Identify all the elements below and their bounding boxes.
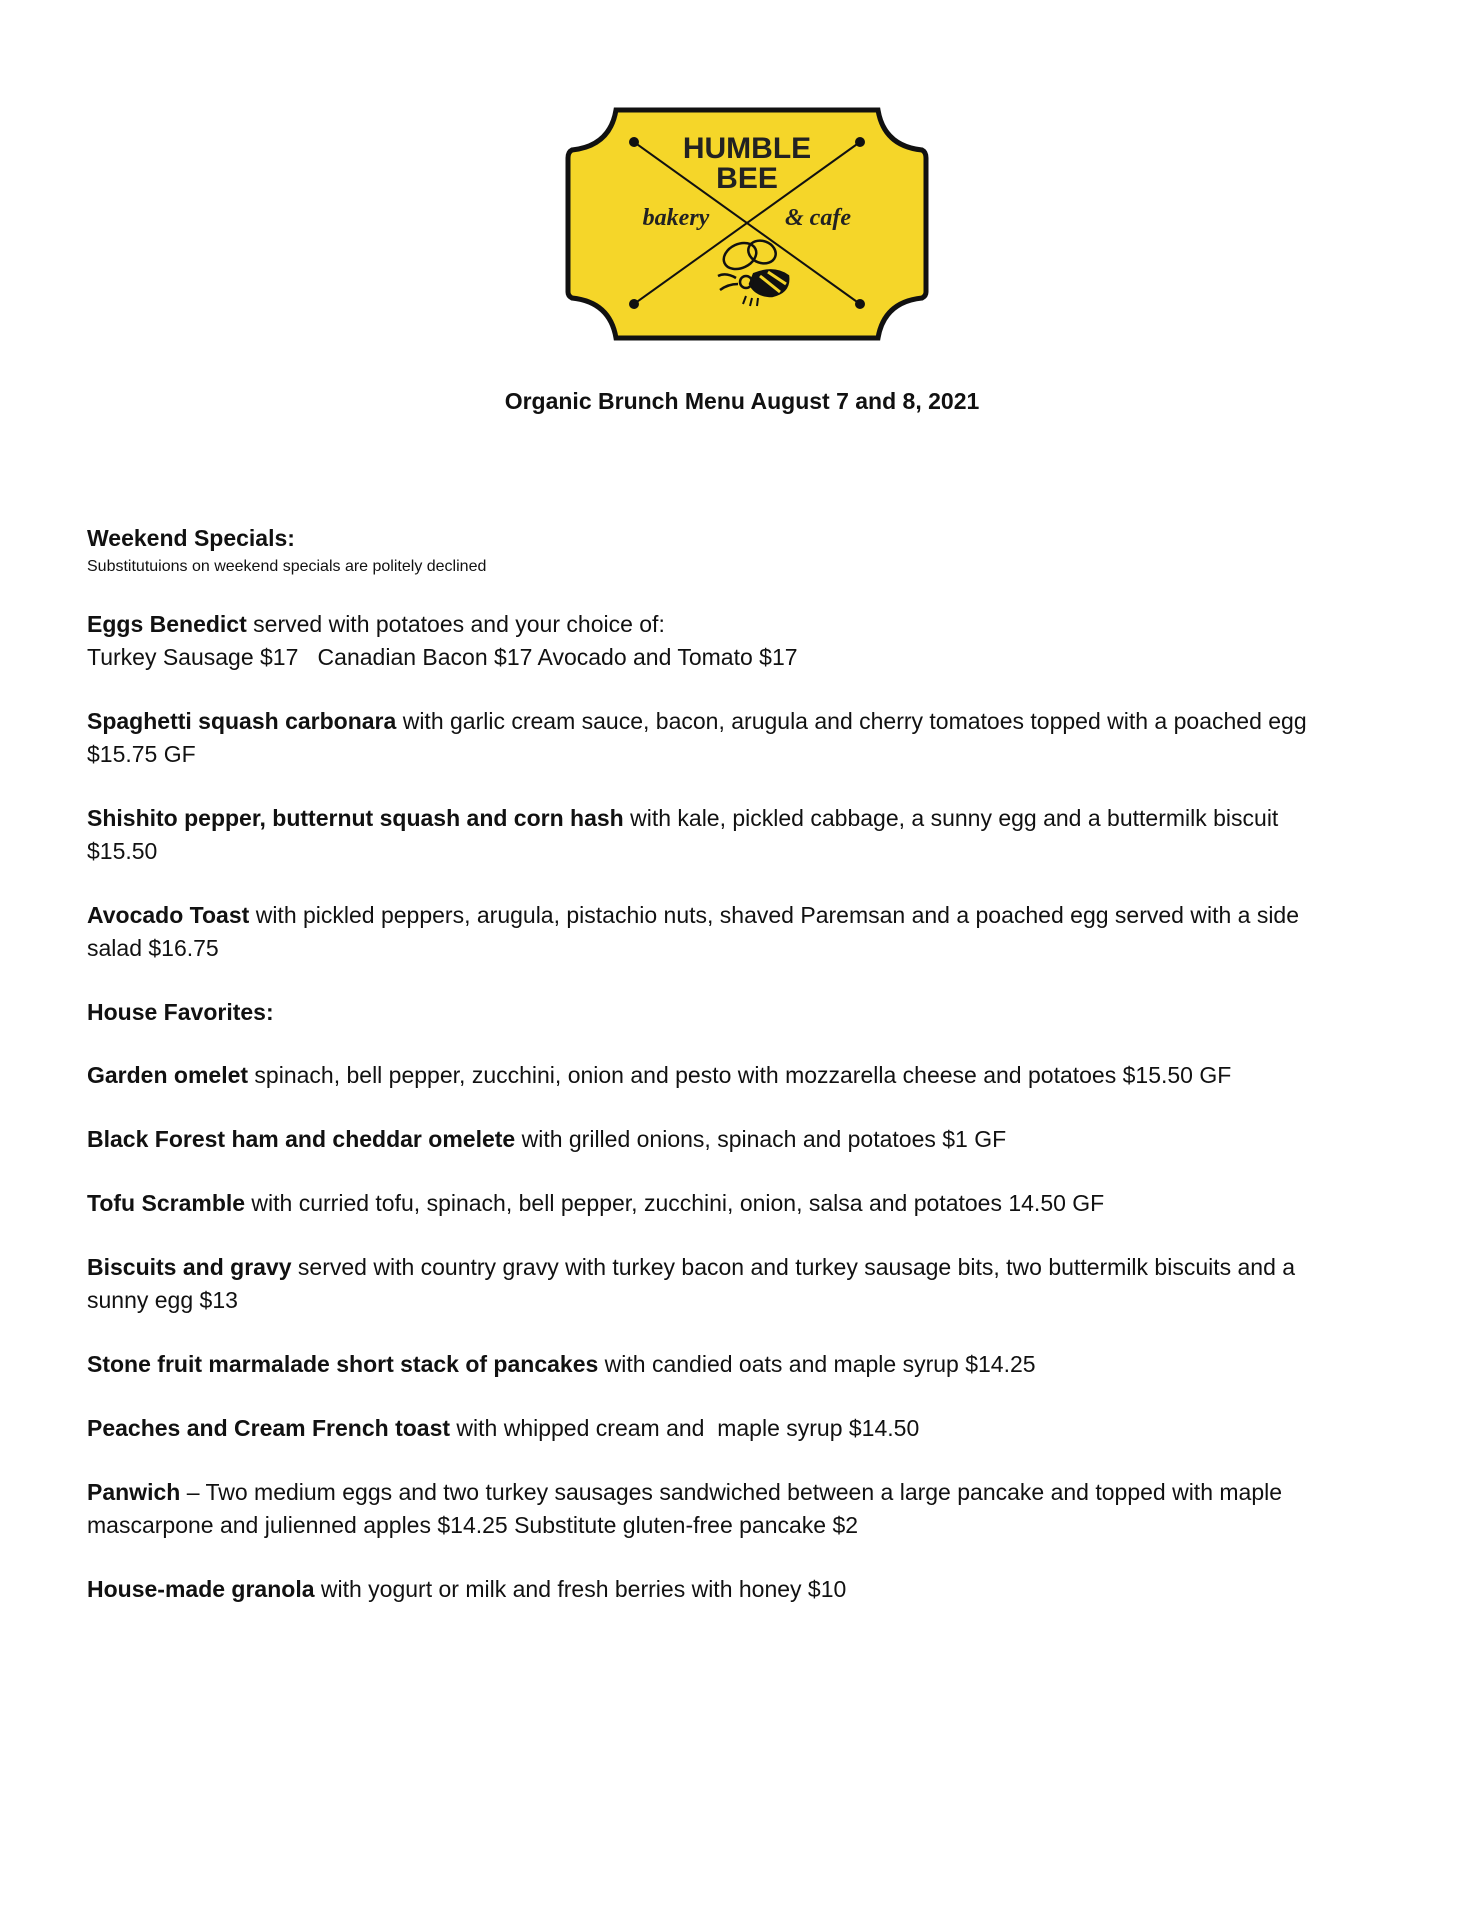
humble-bee-logo	[550, 106, 944, 342]
menu-content	[87, 522, 1407, 1606]
logo-badge	[550, 106, 944, 342]
item-price: $15.75 GF	[87, 741, 196, 767]
logo-bakery-text: bakery	[642, 205, 710, 231]
item-name: Garden omelet	[87, 1062, 249, 1088]
item-name: Avocado Toast	[87, 902, 250, 928]
logo-cafe-text: & cafe	[785, 205, 851, 231]
menu-item	[87, 1059, 1407, 1092]
menu-item	[87, 608, 1407, 674]
item-description: with whipped cream and maple syrup $14.50	[450, 1415, 920, 1441]
menu-item	[87, 1412, 1407, 1445]
item-description: with grilled onions, spinach and potatoes $1 GF	[515, 1126, 1007, 1152]
item-price: mascarpone and julienned apples $14.25 Substitute gluten-free pancake $2	[87, 1512, 859, 1538]
item-description: with garlic cream sauce, bacon, arugula and cherry tomatoes topped with a poached egg	[396, 708, 1307, 734]
house-favorites-heading: House Favorites:	[87, 999, 274, 1025]
item-name: Spaghetti squash carbonara	[87, 708, 397, 734]
item-price: salad $16.75	[87, 935, 219, 961]
item-description: with curried tofu, spinach, bell pepper, zucchini, onion, salsa and potatoes 14.50 GF	[245, 1190, 1105, 1216]
item-price: $15.50	[87, 838, 158, 864]
logo-line-bee: BEE	[716, 162, 778, 195]
item-name: Panwich	[87, 1479, 181, 1505]
item-description: served with potatoes and your choice of:	[246, 611, 665, 637]
menu-item	[87, 1187, 1407, 1220]
item-name: Peaches and Cream French toast	[87, 1415, 451, 1441]
item-description: spinach, bell pepper, zucchini, onion and pesto with mozzarella cheese and potatoes $15.50 GF	[248, 1062, 1232, 1088]
substitution-note: Substitutuions on weekend specials are politely declined	[87, 558, 487, 575]
item-prices: Turkey Sausage $17 Canadian Bacon $17 Avocado and Tomato $17	[87, 644, 798, 670]
menu-item	[87, 1348, 1407, 1381]
menu-item	[87, 899, 1407, 965]
item-description: served with country gravy with turkey bacon and turkey sausage bits, two buttermilk biscuits and a	[291, 1254, 1296, 1280]
menu-item	[87, 705, 1407, 771]
item-name: Eggs Benedict	[87, 611, 247, 637]
item-name: Shishito pepper, butternut squash and corn hash	[87, 805, 624, 831]
item-name: Tofu Scramble	[87, 1190, 246, 1216]
item-price: sunny egg $13	[87, 1287, 238, 1313]
menu-item	[87, 1573, 1407, 1606]
item-description: with pickled peppers, arugula, pistachio nuts, shaved Paremsan and a poached egg served with a side	[249, 902, 1300, 928]
item-name: Stone fruit marmalade short stack of pancakes	[87, 1351, 599, 1377]
item-name: Biscuits and gravy	[87, 1254, 292, 1280]
menu-item	[87, 802, 1407, 868]
menu-item	[87, 1251, 1407, 1317]
page-title: Organic Brunch Menu August 7 and 8, 2021	[504, 388, 980, 414]
item-description: – Two medium eggs and two turkey sausages sandwiched between a large pancake and topped with maple	[180, 1479, 1283, 1505]
logo-line-humble: HUMBLE	[682, 132, 812, 165]
item-description: with kale, pickled cabbage, a sunny egg and a buttermilk biscuit	[623, 805, 1279, 831]
item-description: with candied oats and maple syrup $14.25	[598, 1351, 1036, 1377]
menu-item	[87, 1476, 1407, 1542]
weekend-specials-heading: Weekend Specials:	[87, 525, 295, 551]
item-name: Black Forest ham and cheddar omelete	[87, 1126, 516, 1152]
item-name: House-made granola	[87, 1576, 315, 1602]
menu-item	[87, 1123, 1407, 1156]
item-description: with yogurt or milk and fresh berries with honey $10	[314, 1576, 847, 1602]
